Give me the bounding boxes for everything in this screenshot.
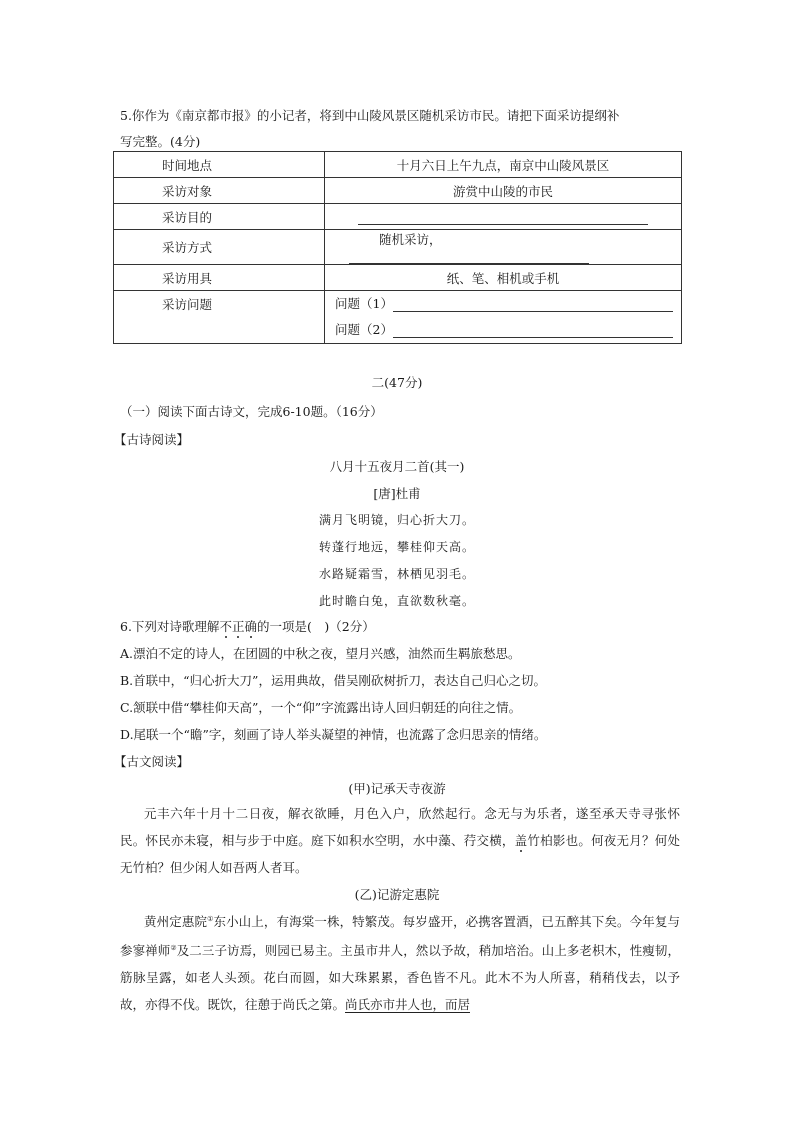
row-value: 游赏中山陵的市民 (325, 178, 682, 204)
purpose-answer-cell (325, 204, 682, 230)
table-row (114, 178, 682, 204)
poem-line: 水路疑霜雪，林栖见羽毛。 (318, 567, 475, 581)
section-2-intro: （一）阅读下面古诗文，完成6-10题。（16分） (120, 404, 383, 419)
poem-line: 满月飞明镜，归心折大刀。 (318, 513, 475, 527)
row-label: 采访用具 (114, 265, 325, 291)
passage-yi-title: (乙)记游定惠院 (354, 887, 440, 902)
option-a[interactable]: A.漂泊不定的诗人，在团圆的中秋之夜，望月兴感，油然而生羁旅愁思。 (120, 646, 521, 661)
question-5-stem (120, 103, 690, 155)
q6-stem-post: 的一项是( )（2分） (256, 619, 375, 634)
passage-jia (120, 800, 680, 881)
question-1-label: 问题（1） (335, 296, 393, 311)
footnote-marker[interactable]: ① (207, 915, 214, 923)
emphasis-char: 正 (231, 619, 245, 634)
passage-yi-text: 及二三子访焉，则园已易主。主虽市井人，然以予故，稍加培治。山上 (176, 943, 567, 959)
question-1-blank[interactable] (393, 297, 673, 312)
section-2-title: 二(47分) (371, 375, 423, 390)
poem-line: 转蓬行地远，攀桂仰天高。 (318, 540, 475, 554)
question-2-row (325, 317, 681, 343)
method-answer-cell (325, 230, 682, 265)
q6-stem-pre: 6.下列对诗歌理解 (120, 619, 220, 634)
poem-author: [唐]杜甫 (373, 486, 421, 501)
passage-jia-title: (甲)记承天寺夜游 (348, 781, 446, 796)
row-label: 采访问题 (114, 291, 325, 344)
passage-jia-line: 竹柏影也。 (527, 833, 592, 848)
q5-line-2: 写完整。(4分) (120, 134, 201, 149)
questions-cell (325, 291, 682, 344)
emphasis-char: 盖 (514, 833, 528, 848)
passage-jia-line: 元丰六年十月十二日夜，解衣欲睡，月色入户，欣然起行。念无与为乐者，遂至承天寺 (144, 806, 642, 821)
table-row (114, 204, 682, 230)
prose-section-header: 【古文阅读】 (114, 754, 190, 769)
option-c[interactable]: C.颔联中借“攀桂仰天高”，一个“仰”字流露出诗人回归朝廷的向往之情。 (120, 700, 522, 715)
footnote-marker[interactable]: ② (170, 944, 177, 953)
method-blank[interactable] (349, 249, 589, 264)
option-b[interactable]: B.首联中，“归心折大刀”，运用典故，借吴刚砍树折刀，表达自己归心之切。 (120, 673, 546, 688)
table-row (114, 230, 682, 265)
row-value: 纸、笔、相机或手机 (325, 265, 682, 291)
emphasis-char: 不 (219, 619, 232, 634)
table-row (114, 265, 682, 291)
purpose-blank[interactable] (358, 210, 648, 225)
passage-yi-text: 今年复与参寥禅师 (120, 914, 680, 959)
poem-line: 此时瞻白兔，直欲数秋毫。 (318, 594, 475, 608)
row-value: 十月六日上午九点，南京中山陵风景区 (325, 152, 682, 178)
passage-jia-line: 何夜无月？何处无竹柏？但少闲人如吾两人者耳。 (120, 833, 680, 875)
question-1-row (325, 291, 681, 317)
emphasis-char: 确 (244, 619, 257, 634)
underlined-sentence: 尚氏亦市井人也，而居 (345, 997, 471, 1013)
method-prefix: 随机采访， (379, 232, 442, 247)
passage-yi-text: 为人所喜，稍稍伐去，以予故，亦得不伐。既饮，往憩于尚氏之第。 (120, 970, 680, 1013)
interview-outline-table (113, 151, 682, 344)
question-2-blank[interactable] (393, 323, 673, 338)
passage-yi-text: 黄州定惠院 (144, 914, 208, 930)
poem-section-header: 【古诗阅读】 (114, 432, 190, 447)
passage-jia-line: 寻张怀民。怀民亦未寝，相与步于中庭。庭下如积水空明，水中藻、荇交横， (120, 806, 680, 848)
poem-title: 八月十五夜月二首(其一) (329, 459, 465, 474)
table-row (114, 152, 682, 178)
passage-yi-text: 东小山上，有海棠一株，特繁茂。每岁盛开，必携客置酒，已五醉其下矣。 (213, 914, 630, 930)
row-label: 采访方式 (114, 230, 325, 265)
row-label: 采访目的 (114, 204, 325, 230)
table-row (114, 291, 682, 344)
question-6-stem (120, 617, 375, 635)
row-label: 采访对象 (114, 178, 325, 204)
passage-yi (120, 906, 680, 1018)
q5-line-1: 5.你作为《南京都市报》的小记者，将到中山陵风景区随机采访市民。请把下面采访提纲补 (120, 108, 620, 123)
option-d[interactable]: D.尾联一个“瞻”字，刻画了诗人举头凝望的神情，也流露了念归思亲的情绪。 (120, 727, 547, 742)
row-label: 时间地点 (114, 152, 325, 178)
question-2-label: 问题（2） (335, 322, 393, 337)
passage-yi-text: 多老枳木，性瘦韧，筋脉呈露，如老人头颈。花白而圆，如大珠累累，香色皆不凡。此木不 (120, 943, 680, 986)
